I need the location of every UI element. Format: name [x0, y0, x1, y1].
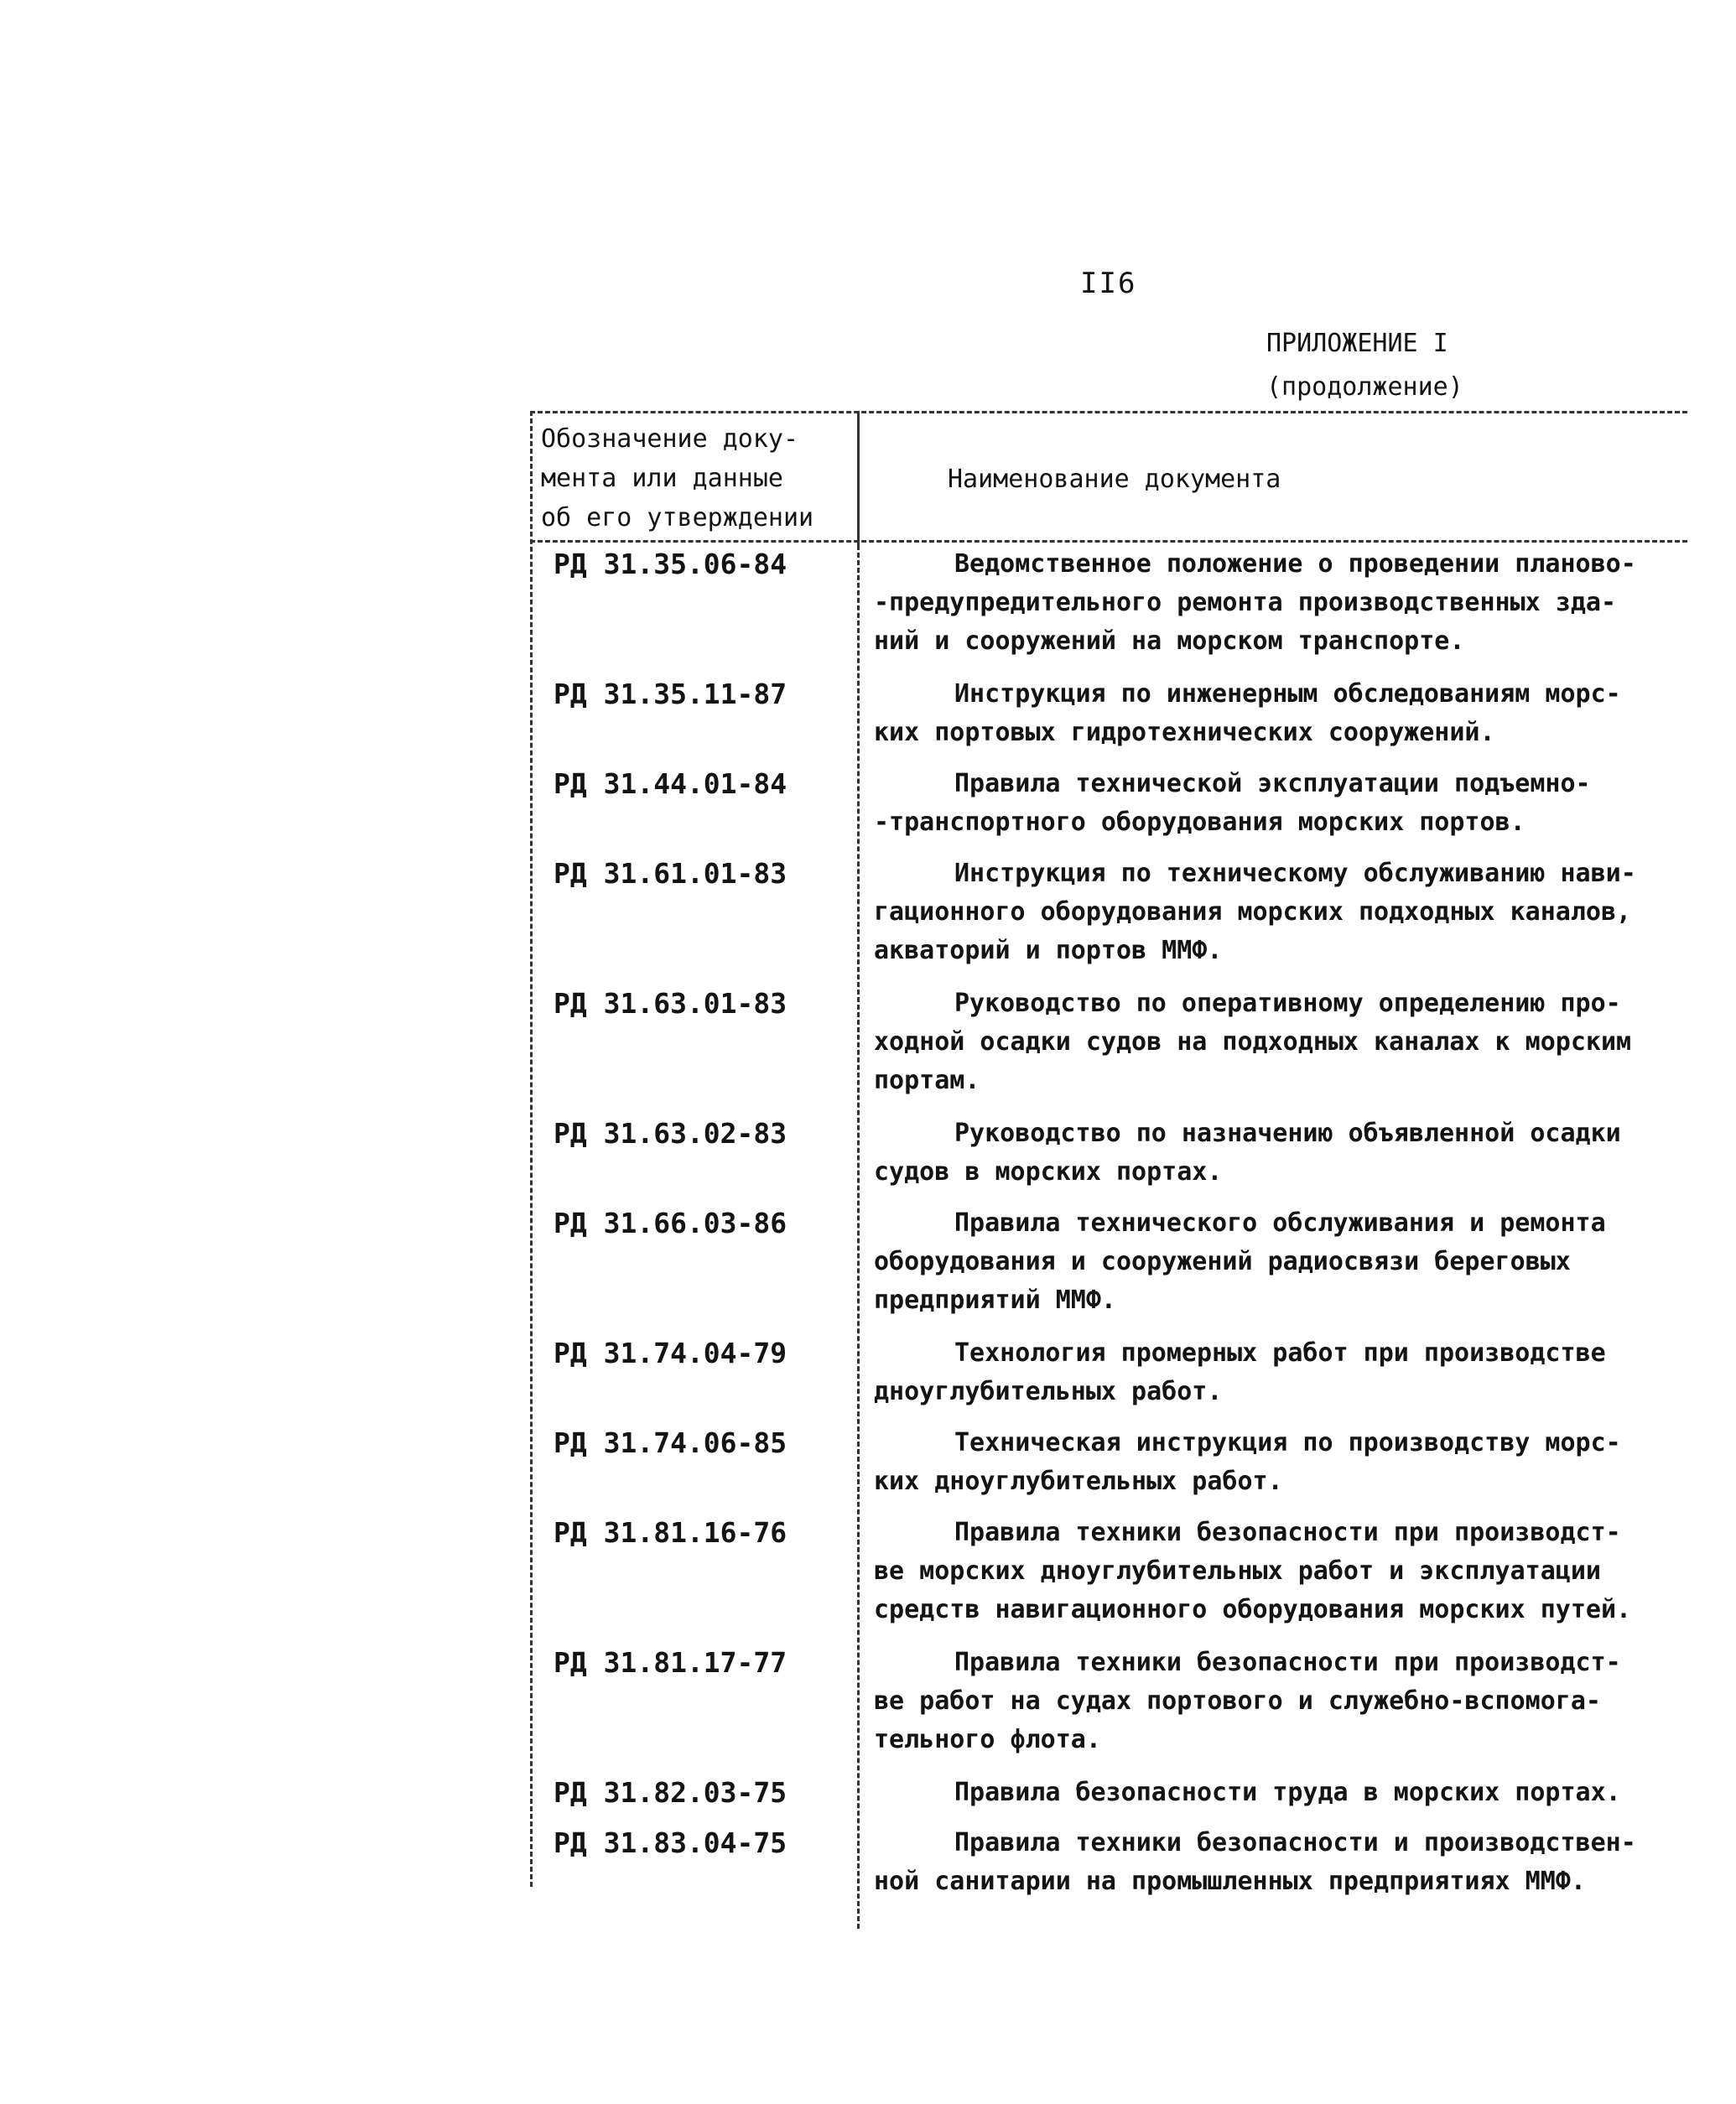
document-title — [874, 545, 1679, 661]
appendix-subtitle: (продолжение) — [1266, 372, 1463, 402]
table-row — [554, 1824, 1694, 1914]
page-number: II6 — [1080, 267, 1137, 300]
document-title-line: Инструкция по техническому обслуживанию нави- — [954, 859, 1636, 888]
document-title — [874, 1114, 1679, 1192]
document-title-line: гационного оборудования морских подходных каналов, — [874, 897, 1632, 927]
table-row — [554, 1424, 1694, 1514]
document-title-line: Техническая инструкция по производству морс- — [954, 1428, 1621, 1457]
document-list — [554, 545, 1694, 1914]
document-title-line: Правила техники безопасности при производст- — [954, 1648, 1621, 1677]
appendix-heading — [1266, 322, 1463, 409]
table-left-rule — [530, 411, 533, 1887]
document-title-line: Руководство по назначению объявленной осадки — [954, 1119, 1621, 1148]
document-code: РД 31.66.03-86 — [554, 1207, 787, 1239]
header-designation-line: об его утверждении — [541, 503, 814, 532]
document-code: РД 31.74.04-79 — [554, 1337, 787, 1369]
header-designation-line: Обозначение доку- — [541, 424, 799, 454]
appendix-title: ПРИЛОЖЕНИЕ I — [1266, 329, 1448, 358]
table-row — [554, 1114, 1694, 1204]
document-title-line: Ведомственное положение о проведении планово- — [954, 549, 1636, 579]
document-title-line: ких дноуглубительных работ. — [874, 1467, 1283, 1496]
document-code: РД 31.63.02-83 — [554, 1117, 787, 1150]
document-code: РД 31.35.06-84 — [554, 548, 787, 580]
document-title-line: портам. — [874, 1066, 980, 1095]
document-code: РД 31.35.11-87 — [554, 678, 787, 710]
document-title — [874, 984, 1679, 1100]
table-row — [554, 545, 1694, 675]
document-title-line: Правила техники безопасности и производствен- — [954, 1828, 1636, 1857]
table-row — [554, 675, 1694, 765]
table-row — [554, 1204, 1694, 1334]
document-title-line: Технология промерных работ при производстве — [954, 1338, 1606, 1368]
document-title — [874, 1824, 1679, 1901]
table-row — [554, 1644, 1694, 1774]
document-title-line: ве морских дноуглубительных работ и эксплуатации — [874, 1556, 1601, 1586]
document-code: РД 31.63.01-83 — [554, 987, 787, 1020]
document-title — [874, 1204, 1679, 1320]
table-row — [554, 1774, 1694, 1824]
document-code: РД 31.44.01-84 — [554, 767, 787, 800]
table-top-rule — [530, 411, 1687, 413]
table-row — [554, 984, 1694, 1114]
document-title-line: ве работ на судах портового и служебно-вспомога- — [874, 1686, 1601, 1716]
document-title — [874, 1514, 1679, 1629]
document-title-line: оборудования и сооружений радиосвязи береговых — [874, 1247, 1571, 1276]
document-title-line: -транспортного оборудования морских портов. — [874, 808, 1525, 837]
document-title-line: Руководство по оперативному определению про- — [954, 989, 1621, 1018]
table-row — [554, 1334, 1694, 1424]
header-document-name: Наименование документа — [948, 465, 1281, 494]
document-title-line: Инструкция по инженерным обследованиям морс- — [954, 679, 1621, 709]
document-code: РД 31.81.17-77 — [554, 1646, 787, 1679]
document-code: РД 31.83.04-75 — [554, 1826, 787, 1859]
document-code: РД 31.74.06-85 — [554, 1426, 787, 1459]
document-code: РД 31.61.01-83 — [554, 857, 787, 890]
header-designation-line: мента или данные — [541, 464, 783, 493]
document-title-line: ходной осадки судов на подходных каналах к морским — [874, 1027, 1632, 1057]
document-code: РД 31.82.03-75 — [554, 1776, 787, 1809]
document-title — [874, 1334, 1679, 1411]
document-title-line: -предупредительного ремонта производственных зда- — [874, 588, 1617, 617]
table-row — [554, 1514, 1694, 1644]
document-title-line: Правила технического обслуживания и ремонта — [954, 1208, 1606, 1238]
table-header-rule — [530, 540, 1687, 543]
document-title-line: ких портовых гидротехнических сооружений. — [874, 718, 1495, 747]
document-title-line: акваторий и портов ММФ. — [874, 936, 1223, 965]
document-title-line: ной санитарии на промышленных предприятиях ММФ. — [874, 1867, 1586, 1896]
document-title — [874, 1424, 1679, 1501]
document-title — [874, 675, 1679, 752]
table-row — [554, 765, 1694, 855]
document-title-line: средств навигационного оборудования морских путей. — [874, 1595, 1632, 1624]
document-title-line: Правила технической эксплуатации подъемно- — [954, 769, 1591, 798]
document-title-line: судов в морских портах. — [874, 1157, 1223, 1187]
table-row — [554, 855, 1694, 984]
document-title — [874, 855, 1679, 970]
document-title-line: тельного флота. — [874, 1725, 1101, 1754]
document-title-line: Правила техники безопасности при производст- — [954, 1518, 1621, 1547]
document-title-line: Правила безопасности труда в морских портах. — [954, 1778, 1621, 1807]
document-title — [874, 765, 1679, 842]
document-title — [874, 1774, 1679, 1812]
document-title-line: ний и сооружений на морском транспорте. — [874, 626, 1465, 656]
document-title-line: предприятий ММФ. — [874, 1286, 1116, 1315]
document-code: РД 31.81.16-76 — [554, 1516, 787, 1549]
document-title — [874, 1644, 1679, 1759]
header-designation — [541, 419, 860, 538]
document-title-line: дноуглубительных работ. — [874, 1377, 1223, 1406]
